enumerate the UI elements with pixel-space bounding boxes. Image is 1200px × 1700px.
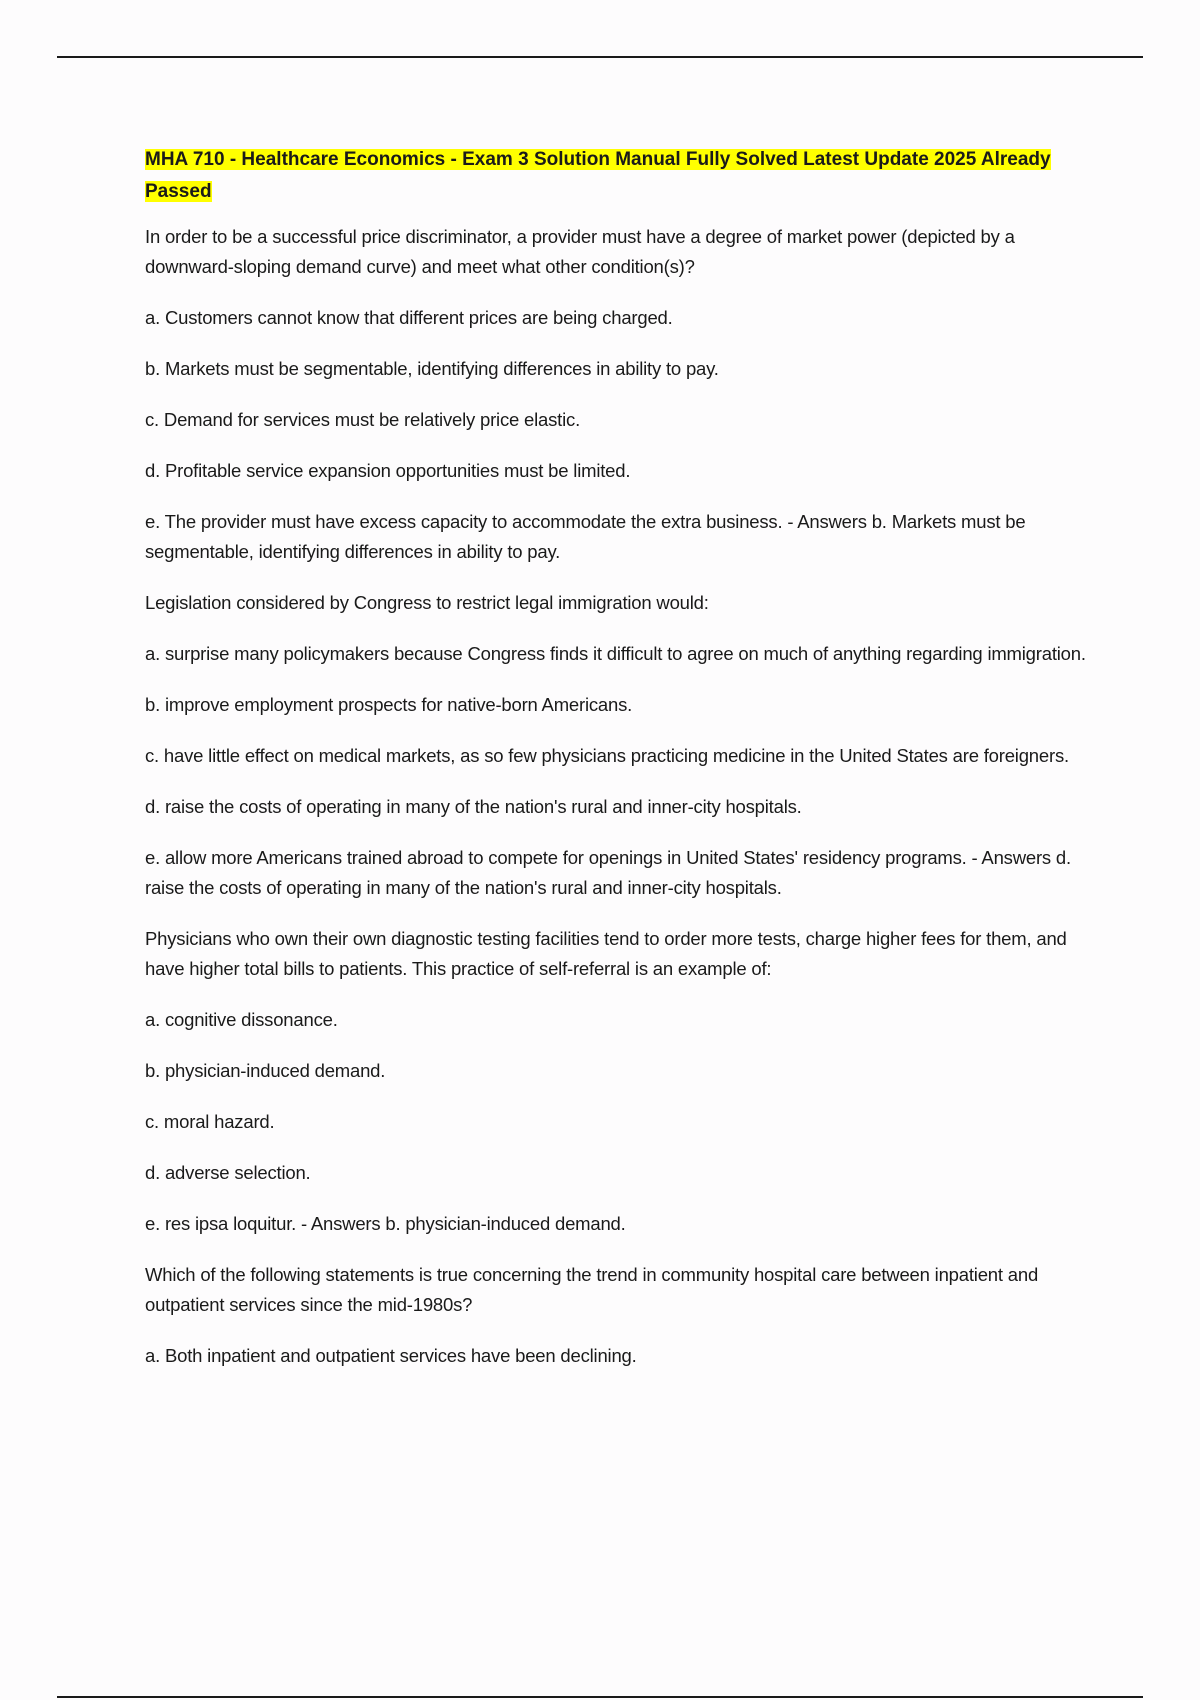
question-1-option-c: c. Demand for services must be relatively price elastic. [145, 409, 581, 430]
question-2-option-b: b. improve employment prospects for native-born Americans. [145, 694, 633, 715]
question-1-option-b: b. Markets must be segmentable, identifying differences in ability to pay. [145, 358, 719, 379]
question-1-option-a: a. Customers cannot know that different prices are being charged. [145, 307, 673, 328]
question-3-option-e-answer: e. res ipsa loquitur. - Answers b. physician-induced demand. [145, 1213, 626, 1234]
question-3-option-a: a. cognitive dissonance. [145, 1009, 338, 1030]
question-3-option-b: b. physician-induced demand. [145, 1060, 386, 1081]
question-3-option-d: d. adverse selection. [145, 1162, 311, 1183]
question-2-option-a: a. surprise many policymakers because Congress finds it difficult to agree on much of anything regarding immigration. [145, 643, 1086, 664]
question-3-option-c: c. moral hazard. [145, 1111, 275, 1132]
question-2-option-c: c. have little effect on medical markets, as so few physicians practicing medicine in the United States are foreigners. [145, 745, 1069, 766]
question-1-option-e-answer: e. The provider must have excess capacity to accommodate the extra business. - Answers b. Markets must be segmentable, identifying differences in ability to pay. [145, 511, 1026, 562]
question-1-option-d: d. Profitable service expansion opportunities must be limited. [145, 460, 631, 481]
question-2-option-e-answer: e. allow more Americans trained abroad to compete for openings in United States' residency programs. - Answers d. raise the costs of operating in many of the nation's rural and inner-city hospitals. [145, 847, 1071, 898]
footer-rule [57, 1696, 1143, 1698]
question-2-stem: Legislation considered by Congress to restrict legal immigration would: [145, 592, 709, 613]
question-4-option-a: a. Both inpatient and outpatient services have been declining. [145, 1345, 637, 1366]
question-2-option-d: d. raise the costs of operating in many of the nation's rural and inner-city hospitals. [145, 796, 802, 817]
question-1-stem: In order to be a successful price discriminator, a provider must have a degree of market power (depicted by a downward-sloping demand curve) and meet what other condition(s)? [145, 226, 1015, 277]
question-3-stem: Physicians who own their own diagnostic testing facilities tend to order more tests, charge higher fees for them, and have higher total bills to patients. This practice of self-referral is an example of: [145, 928, 1067, 979]
header-rule [57, 56, 1143, 58]
highlighted-title-text: MHA 710 - Healthcare Economics - Exam 3 Solution Manual Fully Solved Latest Update 2025 Already Passed [145, 149, 1051, 202]
document-title [145, 144, 1095, 208]
question-4-stem: Which of the following statements is true concerning the trend in community hospital care between inpatient and outpatient services since the mid-1980s? [145, 1264, 1039, 1315]
document-body [145, 144, 1095, 1392]
